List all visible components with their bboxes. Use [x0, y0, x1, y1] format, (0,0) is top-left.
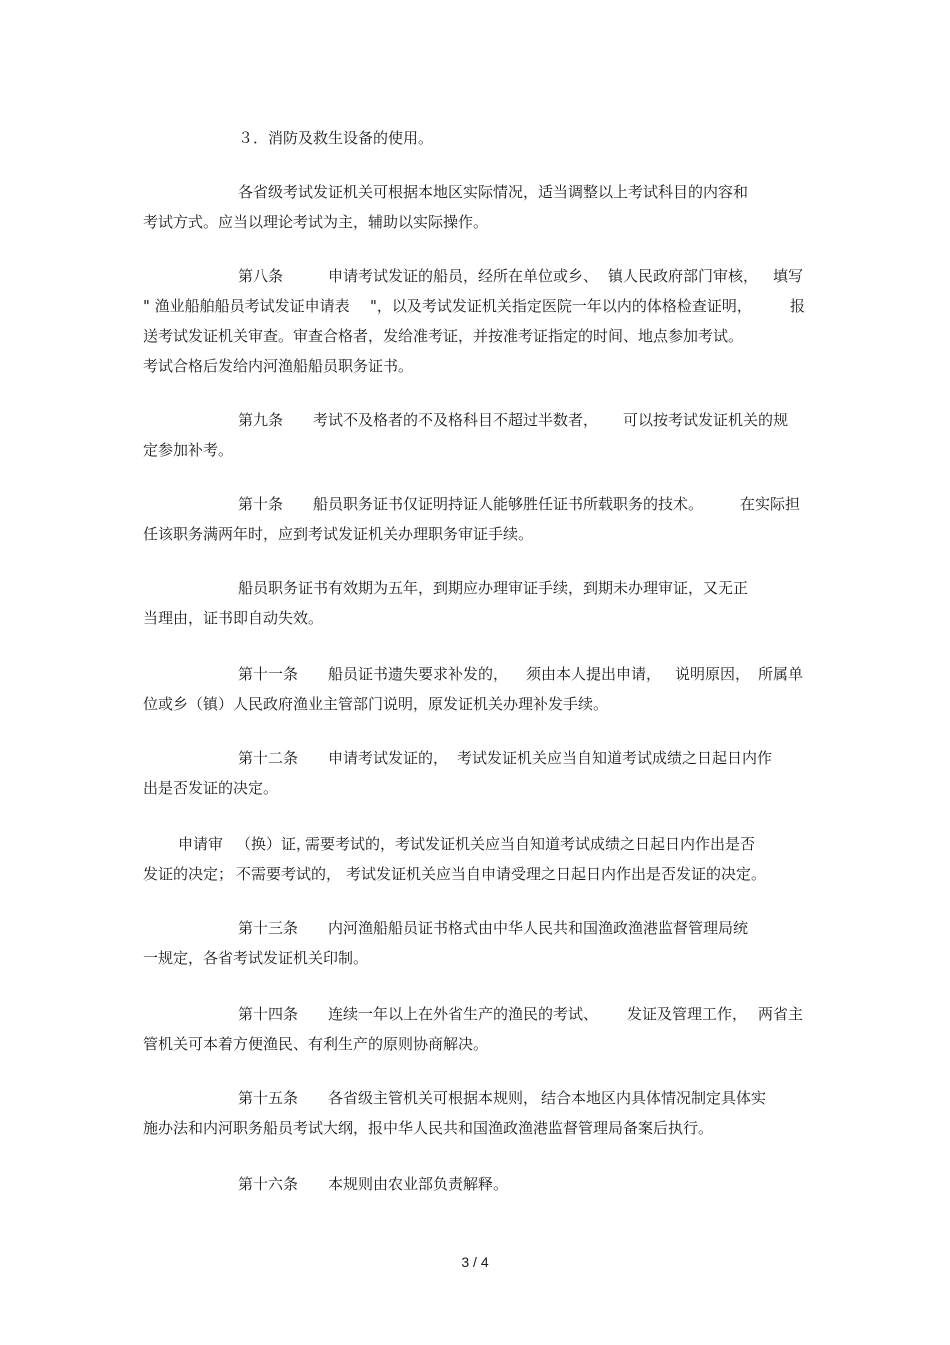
text-fragment: 说明原因， — [675, 665, 751, 683]
text-fragment: 填写 — [773, 267, 804, 285]
paragraph-line: 考试方式。应当以理论考试为主，辅助以实际操作。 — [143, 213, 489, 231]
text-fragment: 须由本人提出申请， — [526, 665, 662, 683]
article-number: 第十二条 — [238, 749, 299, 767]
text-fragment: 结合本地区内具体情况制定具体实 — [541, 1089, 767, 1107]
text-fragment: 各省级主管机关可根据本规则， — [328, 1089, 539, 1107]
text-fragment: 申请审 — [178, 835, 224, 853]
text-fragment: 考试不及格者的不及格科目不超过半数者， — [313, 411, 599, 429]
item-3-text: ３．消防及救生设备的使用。 — [238, 129, 434, 147]
article-number: 第十一条 — [238, 665, 299, 683]
text-fragment: " 渔业船舶船员考试发证申请表 — [143, 297, 350, 315]
article-number: 第十四条 — [238, 1005, 299, 1023]
paragraph-line: 施办法和内河职务船员考试大纲，报中华人民共和国渔政渔港监督管理局备案后执行。 — [143, 1119, 714, 1137]
text-fragment: 需要考试的，考试发证机关应当自知道考试成绩之日起日内作出是否 — [305, 835, 756, 853]
article-number: 第十六条 — [238, 1175, 299, 1193]
paragraph-line: 各省级考试发证机关可根据本地区实际情况，适当调整以上考试科目的内容和 — [238, 183, 749, 201]
paragraph-line: 考试合格后发给内河渔船船员职务证书。 — [143, 357, 414, 375]
text-fragment: 船员职务证书仅证明持证人能够胜任证书所载职务的技术。 — [313, 495, 704, 513]
paragraph-line: 当理由，证书即自动失效。 — [143, 609, 324, 627]
text-fragment: 本规则由农业部负责解释。 — [328, 1175, 509, 1193]
text-fragment: 报 — [790, 297, 806, 315]
paragraph-line: 位或乡（镇）人民政府渔业主管部门说明，原发证机关办理补发手续。 — [143, 695, 609, 713]
text-fragment: 可以按考试发证机关的规 — [623, 411, 789, 429]
text-fragment: 镇人民政府部门审核， — [608, 267, 759, 285]
text-fragment: 在实际担 — [740, 495, 801, 513]
text-fragment: 连续一年以上在外省生产的渔民的考试、 — [328, 1005, 599, 1023]
article-number: 第八条 — [238, 267, 284, 285]
paragraph-line: 定参加补考。 — [143, 441, 234, 459]
article-number: 第九条 — [238, 411, 284, 429]
text-fragment: 申请考试发证的， — [328, 749, 449, 767]
article-number: 第十三条 — [238, 919, 299, 937]
text-fragment: 两省主 — [758, 1005, 804, 1023]
paragraph-line: 出是否发证的决定。 — [143, 779, 279, 797]
paragraph-line: 一规定，各省考试发证机关印制。 — [143, 949, 369, 967]
text-fragment: 船员证书遗失要求补发的， — [328, 665, 509, 683]
page-indicator: 3 / 4 — [461, 1254, 489, 1270]
text-fragment: 所属单 — [758, 665, 804, 683]
text-fragment: （换）证， — [236, 835, 312, 853]
text-fragment: 发证的决定； — [143, 865, 234, 883]
text-fragment: 不需要考试的， — [236, 865, 342, 883]
text-fragment: 经所在单位或乡、 — [478, 267, 599, 285]
article-number: 第十五条 — [238, 1089, 299, 1107]
text-fragment: 内河渔船船员证书格式由中华人民共和国渔政渔港监督管理局统 — [328, 919, 749, 937]
text-fragment: "，以及考试发证机关指定医院一年以内的体格检查证明， — [370, 297, 752, 315]
article-number: 第十条 — [238, 495, 284, 513]
text-fragment: 考试发证机关应当自申请受理之日起日内作出是否发证的决定。 — [346, 865, 767, 883]
text-fragment: 发证及管理工作， — [627, 1005, 748, 1023]
paragraph-line: 任该职务满两年时，应到考试发证机关办理职务审证手续。 — [143, 525, 534, 543]
paragraph-line: 送考试发证机关审查。审查合格者，发给准考证，并按准考证指定的时间、地点参加考试。 — [143, 327, 744, 345]
paragraph-line: 船员职务证书有效期为五年，到期应办理审证手续，到期未办理审证，又无正 — [238, 579, 749, 597]
text-fragment: 考试发证机关应当自知道考试成绩之日起日内作 — [457, 749, 773, 767]
paragraph-line: 管机关可本着方便渔民、有利生产的原则协商解决。 — [143, 1035, 489, 1053]
text-fragment: 申请考试发证的船员， — [328, 267, 479, 285]
